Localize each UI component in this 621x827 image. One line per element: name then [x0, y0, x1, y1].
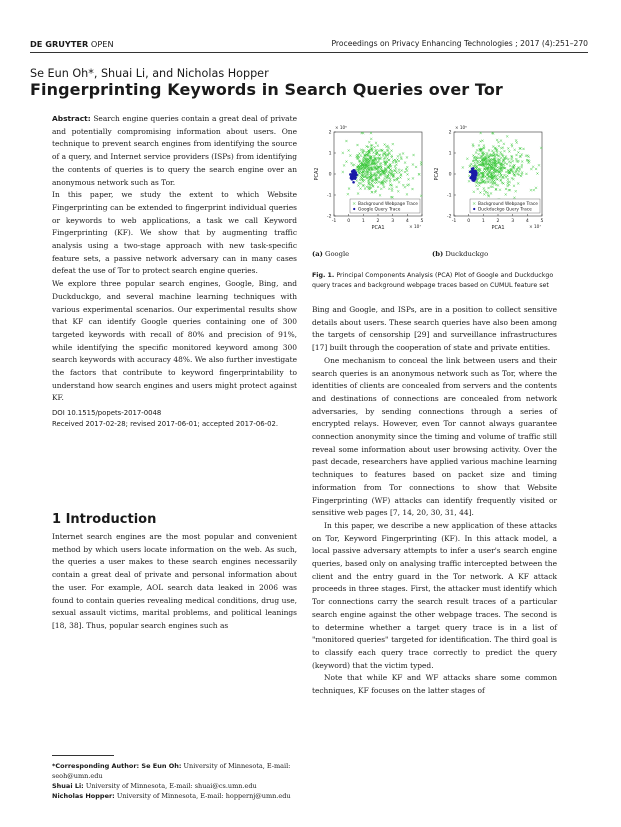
data-point	[515, 171, 517, 173]
data-point	[345, 140, 347, 142]
data-point	[415, 166, 417, 168]
data-point	[390, 150, 392, 152]
data-point	[402, 152, 404, 154]
y-tick-label: -2	[446, 214, 452, 220]
x-axis-label: PCA1	[491, 225, 505, 231]
data-point	[377, 145, 379, 147]
x-tick-label: 5	[540, 219, 544, 224]
data-point	[472, 154, 474, 156]
data-point	[490, 181, 492, 183]
x-tick-label: -1	[451, 219, 457, 224]
data-point	[362, 149, 364, 151]
data-point	[504, 162, 506, 164]
data-point	[350, 162, 352, 164]
data-point	[479, 191, 481, 193]
data-point	[392, 161, 394, 163]
data-point	[486, 152, 488, 154]
data-point	[509, 165, 511, 167]
query-trace-points	[349, 169, 358, 184]
data-point	[532, 166, 534, 168]
data-point	[492, 186, 494, 188]
data-point	[538, 164, 540, 166]
data-point	[478, 144, 480, 146]
data-point	[516, 160, 518, 162]
x-tick-label: 0	[347, 219, 351, 224]
data-point	[489, 179, 491, 181]
data-point	[398, 169, 400, 171]
legend-label: Background Webpage Trace	[478, 202, 538, 207]
data-point	[516, 141, 518, 143]
data-point	[517, 151, 519, 153]
data-point	[483, 193, 485, 195]
data-point	[398, 171, 400, 173]
data-point	[483, 187, 485, 189]
y-tick-label: 1	[328, 151, 332, 157]
data-point	[469, 177, 472, 180]
data-point	[385, 171, 387, 173]
data-point	[373, 155, 375, 157]
data-point	[406, 156, 408, 158]
data-point	[411, 188, 413, 190]
x-tick-label: -1	[331, 219, 337, 224]
data-point	[356, 144, 358, 146]
y-axis-label: PCA2	[434, 167, 440, 181]
y-tick-label: 1	[448, 151, 452, 157]
data-point	[494, 147, 496, 149]
data-point	[342, 152, 344, 154]
x-exponent-label: × 10⁷	[409, 224, 421, 229]
data-point	[522, 148, 524, 150]
data-point	[530, 189, 532, 191]
data-point	[383, 178, 385, 180]
data-point	[478, 184, 480, 186]
x-tick-label: 3	[391, 219, 395, 224]
data-point	[380, 188, 382, 190]
data-point	[356, 179, 358, 181]
data-point	[473, 191, 475, 193]
data-point	[388, 188, 390, 190]
data-point	[396, 158, 398, 160]
data-point	[360, 155, 362, 157]
data-point	[479, 140, 481, 142]
data-point	[365, 151, 367, 153]
footnotes	[52, 761, 297, 801]
data-point	[505, 193, 507, 195]
data-point	[521, 166, 523, 168]
data-point	[503, 150, 505, 152]
data-point	[513, 185, 515, 187]
pca-scatter-google	[312, 120, 430, 250]
x-tick-label: 4	[405, 219, 409, 224]
data-point	[496, 178, 498, 180]
abstract-paragraph-2: In this paper, we study the extent to which Website Fingerprinting can be extended to fingerprint individual queries or keywords to web applications, a task we call Keyword Fingerprinting (KF). We show that by augmenting traffic analysis using a two-stage approach with new task-specific feature sets, a passive network adversary can in many cases defeat the use of Tor to protect search engine queries.	[52, 190, 297, 276]
data-point	[468, 180, 470, 182]
data-point	[533, 189, 535, 191]
data-point	[473, 178, 476, 181]
data-point	[513, 197, 515, 199]
data-point	[358, 152, 360, 154]
data-point	[499, 189, 501, 191]
data-point	[412, 177, 414, 179]
y-tick-label: 2	[448, 130, 452, 136]
data-point	[404, 171, 406, 173]
data-point	[364, 188, 366, 190]
data-point	[535, 187, 537, 189]
data-point	[397, 190, 399, 192]
data-point	[398, 181, 400, 183]
data-point	[360, 149, 362, 151]
header-rule	[30, 52, 588, 53]
data-point	[372, 152, 374, 154]
data-point	[357, 184, 359, 186]
data-point	[373, 146, 375, 148]
body-paragraph-3: In this paper, we describe a new application of these attacks on Tor, Keyword Fingerprinting (KF). In this attack model, a local passive adversary attempts to infer a user's search engine queries, based only on analysing traffic intercepted between the client and the entry guard in the Tor network. A KF attack proceeds in three stages. First, the attacker must identify which Tor connections carry the search result traces of a particular search engine against the other webpage traces. The second is to determine whether a target query trace is in a list of "monitored queries" targeted for identification. The third goal is to classify each query trace correctly to predict the query (keyword) that the victim typed.	[312, 520, 557, 670]
x-exponent-label: × 10⁷	[529, 224, 541, 229]
data-point	[396, 186, 398, 188]
data-point	[493, 179, 495, 181]
data-point	[492, 145, 494, 147]
body-paragraph-4: Note that while KF and WF attacks share some common techniques, KF focuses on the latter stages of	[312, 673, 557, 696]
y-tick-label: -2	[326, 214, 332, 220]
data-point	[361, 178, 363, 180]
data-point	[469, 171, 472, 174]
data-point	[507, 147, 509, 149]
footnote-rule	[52, 755, 114, 756]
data-point	[375, 142, 377, 144]
data-point	[517, 182, 519, 184]
data-point	[401, 169, 403, 171]
data-point	[497, 141, 499, 143]
pca-scatter-duckduckgo	[432, 120, 550, 250]
intro-paragraph-1: Internet search engines are the most popular and convenient method by which users locate information on the web. As such, the queries a user makes to these search engines necessarily contain a great deal of private and personal information about the user. For example, AOL search data leaked in 2006 was found to contain queries revealing medical conditions, drug use, sexual assault victims, marital problems, and political leanings [18, 38]. Thus, popular search engines such as	[52, 532, 297, 630]
data-point	[360, 182, 362, 184]
data-point	[512, 160, 514, 162]
footnote-author-3: Nicholas Hopper: University of Minnesota, E-mail: hoppernj@umn.edu	[52, 792, 291, 800]
figure-panel-a	[312, 120, 430, 250]
data-point	[347, 193, 349, 195]
data-point	[418, 173, 420, 175]
data-point	[399, 153, 401, 155]
introduction	[52, 512, 297, 633]
y-tick-label: -1	[446, 193, 452, 199]
author-list: Se Eun Oh*, Shuai Li, and Nicholas Hopper	[30, 67, 269, 80]
data-point	[377, 186, 379, 188]
data-point	[389, 168, 391, 170]
data-point	[406, 173, 408, 175]
y-exponent-label: × 10⁶	[335, 125, 347, 130]
data-point	[487, 178, 489, 180]
data-point	[521, 160, 523, 162]
figure-panel-b	[432, 120, 550, 250]
data-point	[350, 177, 353, 180]
data-point	[357, 192, 359, 194]
figure-caption: Fig. 1. Principal Components Analysis (PCA) Plot of Google and Duckduckgo query traces and background webpage traces based on CUMUL feature set	[312, 272, 554, 289]
data-point	[402, 184, 404, 186]
data-point	[462, 166, 464, 168]
data-point	[475, 152, 477, 154]
data-point	[353, 176, 356, 179]
footnote-corresponding-author: *Corresponding Author: Se Eun Oh: University of Minnesota, E-mail: seoh@umn.edu	[52, 762, 291, 780]
data-point	[382, 154, 384, 156]
data-point	[515, 154, 517, 156]
legend-marker	[473, 208, 475, 210]
data-point	[476, 149, 478, 151]
data-point	[348, 149, 350, 151]
x-tick-label: 1	[361, 219, 365, 224]
data-point	[536, 172, 538, 174]
section-heading: 1 Introduction	[52, 512, 157, 527]
data-point	[528, 156, 530, 158]
data-point	[393, 173, 395, 175]
data-point	[474, 162, 476, 164]
data-point	[404, 186, 406, 188]
data-point	[406, 193, 408, 195]
data-point	[412, 154, 414, 156]
data-point	[500, 140, 502, 142]
data-point	[392, 143, 394, 145]
subcaption-b: (b) Duckduckgo	[432, 250, 489, 258]
x-tick-label: 2	[376, 219, 380, 224]
data-point	[475, 185, 477, 187]
data-point	[497, 184, 499, 186]
publisher-name: DE GRUYTER OPEN	[30, 39, 114, 49]
data-point	[384, 143, 386, 145]
data-point	[487, 187, 489, 189]
data-point	[480, 179, 482, 181]
data-point	[342, 171, 344, 173]
data-point	[515, 190, 517, 192]
abstract-paragraph-3: We explore three popular search engines, Google, Bing, and Duckduckgo, and several machine learning techniques with various experimental scenarios. Our experimental results show that KF can identify Google queries containing one of 300 targeted keywords with recall of 80% and precision of 91%, while identifying the specific monitored keyword among 300 search keywords with accuracy 48%. We also further investigate the factors that contribute to keyword fingerprintability to understand how search engines and users might protect against KF.	[52, 279, 297, 403]
data-point	[479, 160, 481, 162]
footnote-author-2: Shuai Li: University of Minnesota, E-mail: shuai@cs.umn.edu	[52, 782, 257, 790]
data-point	[376, 181, 378, 183]
right-column-text	[312, 304, 557, 698]
data-point	[525, 155, 527, 157]
data-point	[508, 150, 510, 152]
data-point	[478, 157, 480, 159]
subcaption-a: (a) Google	[312, 250, 350, 258]
data-point	[343, 164, 345, 166]
data-point	[472, 167, 475, 170]
journal-citation: Proceedings on Privacy Enhancing Technologies ; 2017 (4):251–270	[331, 39, 588, 48]
x-tick-label: 3	[511, 219, 515, 224]
data-point	[379, 194, 381, 196]
data-point	[355, 174, 358, 177]
background-trace-points	[342, 132, 423, 198]
data-point	[472, 143, 474, 145]
x-tick-label: 4	[525, 219, 529, 224]
y-tick-label: -1	[326, 193, 332, 199]
data-point	[383, 186, 385, 188]
data-point	[507, 178, 509, 180]
data-point	[380, 162, 382, 164]
data-point	[496, 139, 498, 141]
y-axis-label: PCA2	[314, 167, 320, 181]
data-point	[466, 158, 468, 160]
data-point	[519, 168, 521, 170]
data-point	[351, 170, 354, 173]
legend-label: Background Webpage Trace	[358, 202, 418, 207]
data-point	[488, 195, 490, 197]
data-point	[488, 149, 490, 151]
data-point	[378, 150, 380, 152]
data-point	[472, 172, 475, 175]
data-point	[391, 188, 393, 190]
data-point	[490, 192, 492, 194]
data-point	[407, 178, 409, 180]
x-axis-label: PCA1	[371, 225, 385, 231]
data-point	[404, 162, 406, 164]
data-point	[507, 158, 509, 160]
data-point	[371, 191, 373, 193]
data-point	[535, 168, 537, 170]
data-point	[505, 188, 507, 190]
data-point	[393, 179, 395, 181]
data-point	[349, 154, 351, 156]
data-point	[515, 158, 517, 160]
abstract	[52, 113, 297, 430]
data-point	[530, 168, 532, 170]
data-point	[514, 149, 516, 151]
abstract-label: Abstract:	[52, 114, 91, 123]
data-point	[397, 155, 399, 157]
abstract-paragraph-1: Abstract: Search engine queries contain a great deal of private and potentially compromising information about users. One technique to prevent search engines from identifying the source of a query, and Internet service providers (ISPs) from identifying the contents of queries is to query the search engine over an anonymous network such as Tor.	[52, 114, 297, 187]
data-point	[511, 145, 513, 147]
data-point	[359, 162, 361, 164]
data-point	[515, 139, 517, 141]
doi: DOI 10.1515/popets-2017-0048	[52, 409, 162, 418]
data-point	[348, 187, 350, 189]
x-tick-label: 5	[420, 219, 424, 224]
data-point	[481, 140, 483, 142]
data-point	[498, 145, 500, 147]
body-paragraph-1: Bing and Google, and ISPs, are in a position to collect sensitive details about users. These search queries have also been among the targets of censorship [29] and surveillance infrastructures [17] built through the cooperation of state and private entities.	[312, 305, 557, 353]
data-point	[506, 135, 508, 137]
data-point	[394, 165, 396, 167]
legend-label: Duckduckgo Query Trace	[478, 207, 532, 213]
data-point	[359, 188, 361, 190]
x-tick-label: 1	[481, 219, 485, 224]
data-point	[477, 182, 479, 184]
data-point	[477, 188, 479, 190]
data-point	[518, 170, 520, 172]
received-dates: Received 2017-02-28; revised 2017-06-01; accepted 2017-06-02.	[52, 420, 279, 429]
data-point	[483, 144, 485, 146]
body-paragraph-2: One mechanism to conceal the link between users and their search queries is an anonymous network such as Tor, where the identities of clients are concealed from servers and the contents and destinations of connections are concealed from network adversaries, by sending connections through a series of encrypted relays. However, even Tor cannot always guarantee connection anonymity since the timing and volume of traffic still reveal some information about user browsing activity. Over the past decade, researchers have applied various machine learning techniques to features based on packet size and timing information from Tor connections to show that Website Fingerprinting (WF) attacks can identify frequently visited or sensitive web pages [7, 14, 20, 30, 31, 44].	[312, 355, 557, 518]
data-point	[391, 155, 393, 157]
data-point	[412, 163, 414, 165]
y-tick-label: 2	[328, 130, 332, 136]
data-point	[391, 190, 393, 192]
data-point	[525, 173, 527, 175]
data-point	[503, 174, 505, 176]
data-point	[345, 161, 347, 163]
data-point	[491, 150, 493, 152]
data-point	[472, 145, 474, 147]
data-point	[360, 176, 362, 178]
data-point	[370, 138, 372, 140]
data-point	[399, 176, 401, 178]
legend-marker	[353, 208, 355, 210]
data-point	[478, 153, 480, 155]
data-point	[368, 141, 370, 143]
data-point	[484, 175, 486, 177]
legend-label: Google Query Trace	[358, 207, 401, 213]
y-tick-label: 0	[448, 172, 452, 178]
data-point	[395, 167, 397, 169]
y-exponent-label: × 10⁶	[455, 125, 467, 130]
data-point	[506, 175, 508, 177]
data-point	[506, 163, 508, 165]
paper-title: Fingerprinting Keywords in Search Queries over Tor	[30, 80, 503, 99]
x-tick-label: 2	[496, 219, 500, 224]
data-point	[503, 143, 505, 145]
y-tick-label: 0	[328, 172, 332, 178]
data-point	[511, 158, 513, 160]
x-tick-label: 0	[467, 219, 471, 224]
data-point	[352, 181, 355, 184]
